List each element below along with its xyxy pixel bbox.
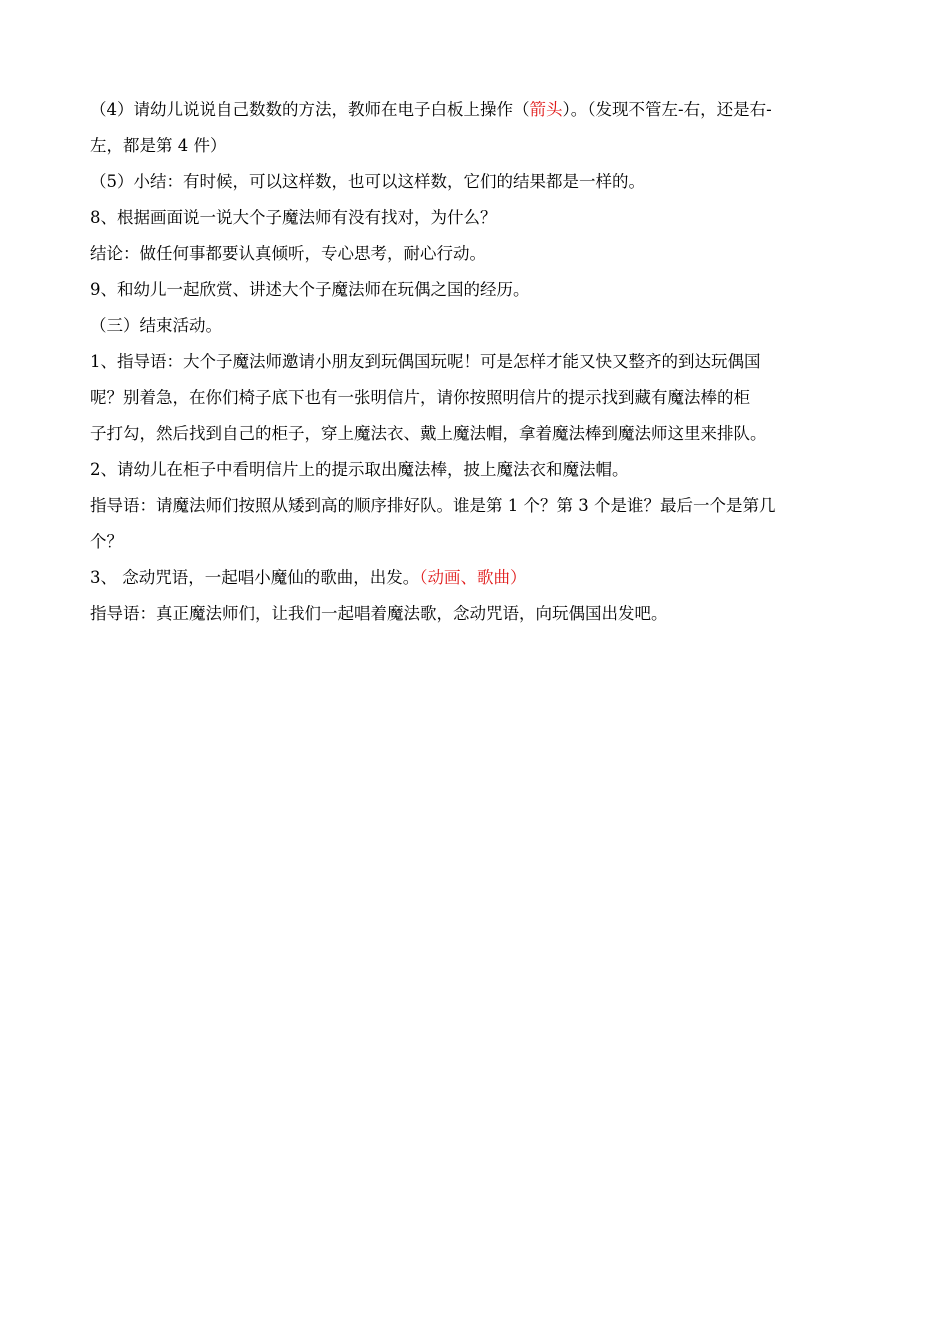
- text-segment: ）。（发现不管左-右，还是右-: [562, 100, 772, 119]
- text-segment: 9、和幼儿一起欣赏、讲述大个子魔法师在玩偶之国的经历。: [90, 280, 530, 299]
- text-segment: 3、 念动咒语，一起唱小魔仙的歌曲，出发。: [90, 568, 420, 587]
- text-segment: 结论：做任何事都要认真倾听，专心思考，耐心行动。: [90, 244, 486, 263]
- text-line: [90, 168, 645, 192]
- text-segment: （三）结束活动。: [90, 316, 222, 335]
- text-line: [90, 528, 123, 552]
- text-line: [90, 492, 775, 516]
- text-line: [90, 96, 772, 120]
- text-line: [90, 456, 629, 480]
- text-segment: 8、根据画面说一说大个子魔法师有没有找对，为什么？: [90, 208, 497, 227]
- highlighted-text: 箭头: [529, 100, 563, 119]
- text-segment: 呢？别着急，在你们椅子底下也有一张明信片，请你按照明信片的提示找到藏有魔法棒的柜: [90, 388, 750, 407]
- text-segment: 1、指导语：大个子魔法师邀请小朋友到玩偶国玩呢！可是怎样才能又快又整齐的到达玩偶国: [90, 352, 761, 371]
- text-segment: 指导语：请魔法师们按照从矮到高的顺序排好队。谁是第 1 个？第 3 个是谁？最后一个是第几: [90, 496, 776, 515]
- text-segment: 左，都是第 4 件）: [90, 136, 227, 155]
- text-segment: 子打勾，然后找到自己的柜子，穿上魔法衣、戴上魔法帽，拿着魔法棒到魔法师这里来排队。: [90, 424, 767, 443]
- text-line: [90, 276, 530, 300]
- text-segment: 指导语：真正魔法师们，让我们一起唱着魔法歌，念动咒语，向玩偶国出发吧。: [90, 604, 668, 623]
- text-line: [90, 564, 527, 588]
- text-line: [90, 132, 227, 156]
- text-line: [90, 312, 222, 336]
- text-line: [90, 600, 668, 624]
- text-line: [90, 384, 750, 408]
- text-line: [90, 204, 497, 228]
- text-segment: （5）小结：有时候，可以这样数，也可以这样数，它们的结果都是一样的。: [90, 172, 645, 191]
- text-line: [90, 348, 761, 372]
- text-segment: 2、请幼儿在柜子中看明信片上的提示取出魔法棒，披上魔法衣和魔法帽。: [90, 460, 629, 479]
- text-segment: （4）请幼儿说说自己数数的方法，教师在电子白板上操作（: [90, 100, 530, 119]
- text-segment: 个？: [90, 532, 123, 551]
- text-line: [90, 240, 486, 264]
- highlighted-text: （动画、歌曲）: [419, 568, 527, 587]
- text-line: [90, 420, 767, 444]
